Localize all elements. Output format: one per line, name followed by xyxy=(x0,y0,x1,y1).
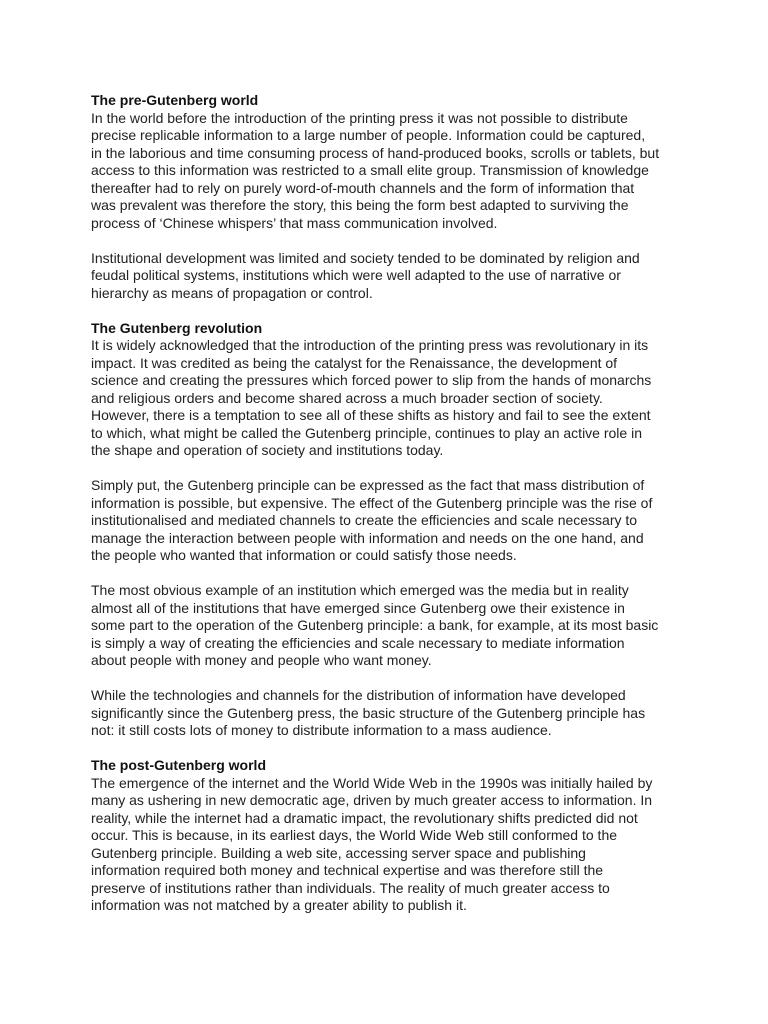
section-pre-gutenberg xyxy=(91,92,691,302)
paragraph: While the technologies and channels for the distribution of information have developed significantly since the Gutenberg press, the basic structure of the Gutenberg principle has not: it still costs lots of money to distribute information to a mass audience. xyxy=(91,687,646,738)
document-page xyxy=(91,92,691,932)
section-post-gutenberg xyxy=(91,757,691,915)
paragraph: In the world before the introduction of the printing press it was not possible to distribute precise replicable information to a large number of people. Information could be captured, in the laborious and time consuming process of hand-produced books, scrolls or tablets, but access to this information was restricted to a small elite group. Transmission of knowledge thereafter had to rely on purely word-of-mouth channels and the form of information that was prevalent was therefore the story, this being the form best adapted to surviving the process of ‘Chinese whispers’ that mass communication involved. xyxy=(91,109,660,231)
paragraph: The emergence of the internet and the World Wide Web in the 1990s was initially hailed by many as ushering in new democratic age, driven by much greater access to information. In reality, while the internet had a dramatic impact, the revolutionary shifts predicted did not occur. This is because, in its earliest days, the World Wide Web still conformed to the Gutenberg principle. Building a web site, accessing server space and publishing information required both money and technical expertise and was therefore still the preserve of institutions rather than individuals. The reality of much greater access to information was not matched by a greater ability to publish it. xyxy=(91,774,653,913)
paragraph: Simply put, the Gutenberg principle can be expressed as the fact that mass distribution of information is possible, but expensive. The effect of the Gutenberg principle was the rise of institutionalised and mediated channels to create the efficiencies and scale necessary to manage the interaction between people with information and needs on the one hand, and the people who wanted that information or could satisfy those needs. xyxy=(91,477,653,563)
paragraph: Institutional development was limited and society tended to be dominated by religion and feudal political systems, institutions which were well adapted to the use of narrative or hierarchy as means of propagation or control. xyxy=(91,249,640,301)
paragraph: It is widely acknowledged that the introduction of the printing press was revolutionary in its impact. It was credited as being the catalyst for the Renaissance, the development of science and creating the pressures which forced power to slip from the hands of monarchs and religious orders and become shared across a much broader section of society. However, there is a temptation to see all of these shifts as history and fail to see the extent to which, what might be called the Gutenberg principle, continues to play an active role in the shape and operation of society and institutions today. xyxy=(91,337,652,458)
section-heading: The post-Gutenberg world xyxy=(91,757,266,773)
section-gutenberg-revolution xyxy=(91,320,691,740)
paragraph: The most obvious example of an institution which emerged was the media but in reality almost all of the institutions that have emerged since Gutenberg owe their existence in some part to the operation of the Gutenberg principle: a bank, for example, at its most basic is simply a way of creating the efficiencies and scale necessary to mediate information about people with money and people who want money. xyxy=(91,582,659,668)
section-heading: The Gutenberg revolution xyxy=(91,319,263,336)
section-heading: The pre-Gutenberg world xyxy=(91,92,259,108)
